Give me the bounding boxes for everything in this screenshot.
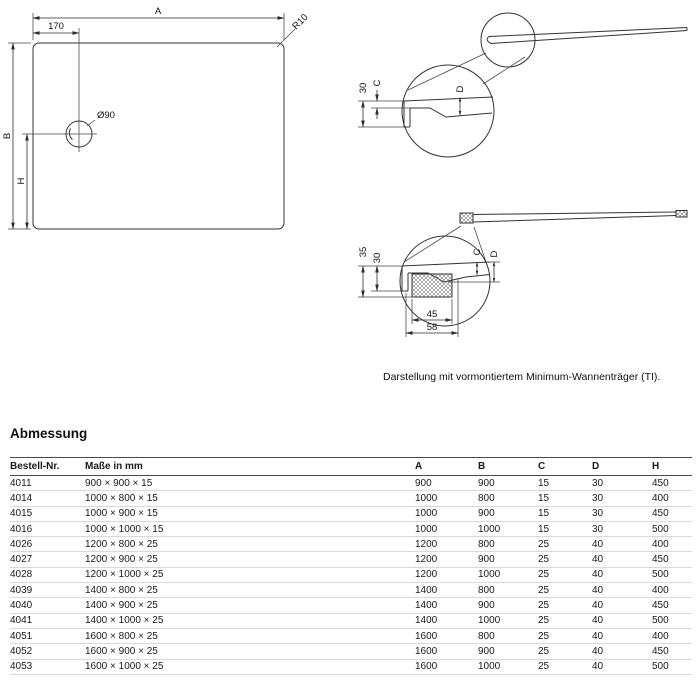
- table-cell: 4039: [10, 583, 85, 598]
- table-cell: 25: [538, 583, 592, 598]
- table-cell: 900: [478, 598, 538, 613]
- table-cell: 25: [538, 644, 592, 659]
- dim-label-depth-b: B: [2, 132, 13, 140]
- table-cell: 40: [592, 552, 652, 567]
- table-cell: 1400 × 1000 × 25: [85, 613, 415, 628]
- table-row-4011: [10, 476, 692, 491]
- table-cell: 1600 × 900 × 25: [85, 644, 415, 659]
- table-cell: 4026: [10, 537, 85, 552]
- table-row-4015: [10, 506, 692, 521]
- table-cell: 4051: [10, 628, 85, 643]
- table-cell: 25: [538, 537, 592, 552]
- table-cell: 500: [652, 521, 692, 536]
- table-cell: 900: [478, 644, 538, 659]
- table-row-4028: [10, 567, 692, 582]
- dim-label-total-height-35: 35: [358, 246, 369, 258]
- table-cell: 1400: [415, 613, 478, 628]
- table-cell: 1000: [478, 659, 538, 674]
- table-row-4026: [10, 537, 692, 552]
- plan-extension-lines: [8, 13, 295, 229]
- table-cell: 1200 × 900 × 25: [85, 552, 415, 567]
- table-cell: 450: [652, 506, 692, 521]
- table-cell: 900 × 900 × 15: [85, 476, 415, 491]
- dim-label-thickness-c: C: [372, 79, 383, 87]
- dim-label-thickness-c: C: [472, 248, 483, 256]
- table-cell: 15: [538, 476, 592, 491]
- table-cell: 400: [652, 537, 692, 552]
- dim-label-depth-d: D: [455, 85, 466, 93]
- table-cell: 1000: [478, 613, 538, 628]
- table-cell: 1200 × 1000 × 25: [85, 567, 415, 582]
- detail-source-circle: [481, 13, 535, 67]
- table-row-4053: [10, 659, 692, 674]
- table-cell: 25: [538, 659, 592, 674]
- table-cell: 4015: [10, 506, 85, 521]
- table-cell: 25: [538, 628, 592, 643]
- table-cell: 400: [652, 491, 692, 506]
- dim-label-edge-height-30: 30: [358, 82, 369, 94]
- table-cell: 4028: [10, 567, 85, 582]
- table-cell: 1400 × 800 × 25: [85, 583, 415, 598]
- table-cell: 4040: [10, 598, 85, 613]
- dim-label-support-width-45: 45: [426, 309, 438, 320]
- table-row-4052: [10, 644, 692, 659]
- support-block-hatched: [412, 274, 452, 297]
- table-cell: 4041: [10, 613, 85, 628]
- dim-label-support-total-58: 58: [426, 322, 438, 333]
- table-cell: 800: [478, 537, 538, 552]
- drawing-caption: Darstellung mit vormontiertem Minimum-Wannenträger (TI).: [383, 371, 661, 383]
- table-header-row: [10, 458, 692, 476]
- tray-profile: [487, 28, 687, 44]
- table-cell: 4053: [10, 659, 85, 674]
- dim-label-drain-diameter: Ø90: [97, 110, 115, 121]
- table-cell: 30: [592, 521, 652, 536]
- table-row-4051: [10, 628, 692, 643]
- table-cell: 40: [592, 583, 652, 598]
- table-cell: 25: [538, 598, 592, 613]
- table-cell: 1000 × 900 × 15: [85, 506, 415, 521]
- table-cell: 1200 × 800 × 25: [85, 537, 415, 552]
- column-header-h: H: [652, 458, 692, 476]
- table-row-4040: [10, 598, 692, 613]
- table-cell: 1600: [415, 659, 478, 674]
- dim-label-depth-d: D: [489, 250, 500, 258]
- dimensions-table: [10, 457, 692, 675]
- table-cell: 500: [652, 659, 692, 674]
- table-cell: 1000: [415, 521, 478, 536]
- table-cell: 450: [652, 476, 692, 491]
- edge-profile-detail: [404, 97, 493, 127]
- table-cell: 450: [652, 644, 692, 659]
- table-cell: 40: [592, 613, 652, 628]
- table-cell: 500: [652, 613, 692, 628]
- table-cell: 1000: [478, 521, 538, 536]
- table-cell: 1000 × 800 × 15: [85, 491, 415, 506]
- section-title: Abmessung: [10, 426, 88, 441]
- column-header-bestell-nr: Bestell-Nr.: [10, 458, 85, 476]
- table-cell: 450: [652, 598, 692, 613]
- table-cell: 800: [478, 628, 538, 643]
- table-row-4016: [10, 521, 692, 536]
- table-row-4041: [10, 613, 692, 628]
- table-row-4014: [10, 491, 692, 506]
- table-cell: 30: [592, 476, 652, 491]
- table-cell: 4027: [10, 552, 85, 567]
- table-cell: 900: [478, 506, 538, 521]
- table-cell: 25: [538, 613, 592, 628]
- detail-circle: [402, 65, 494, 157]
- column-header-ma-e-in-mm: Maße in mm: [85, 458, 415, 476]
- table-cell: 25: [538, 567, 592, 582]
- table-cell: 1400: [415, 598, 478, 613]
- table-row-4027: [10, 552, 692, 567]
- table-cell: 30: [592, 506, 652, 521]
- table-cell: 800: [478, 491, 538, 506]
- table-cell: 4014: [10, 491, 85, 506]
- plan-dimension-lines: [13, 18, 284, 229]
- table-cell: 15: [538, 506, 592, 521]
- plan-view: [2, 6, 310, 229]
- table-cell: 40: [592, 567, 652, 582]
- table-body: [10, 476, 692, 675]
- section-detail-bottom: [358, 211, 687, 338]
- table-cell: 40: [592, 628, 652, 643]
- dim-label-width-a: A: [154, 6, 162, 17]
- column-header-c: C: [538, 458, 592, 476]
- table-cell: 500: [652, 567, 692, 582]
- table-cell: 800: [478, 583, 538, 598]
- table-row-4039: [10, 583, 692, 598]
- table-cell: 1000: [415, 506, 478, 521]
- column-header-d: D: [592, 458, 652, 476]
- table-cell: 1000: [415, 491, 478, 506]
- table-cell: 15: [538, 491, 592, 506]
- table-cell: 1600 × 800 × 25: [85, 628, 415, 643]
- table-cell: 30: [592, 491, 652, 506]
- column-header-a: A: [415, 458, 478, 476]
- table-cell: 1000 × 1000 × 15: [85, 521, 415, 536]
- table-cell: 4016: [10, 521, 85, 536]
- table-cell: 4052: [10, 644, 85, 659]
- table-cell: 900: [415, 476, 478, 491]
- table-cell: 1200: [415, 567, 478, 582]
- table-cell: 450: [652, 552, 692, 567]
- dim-label-height-h: H: [16, 177, 27, 185]
- table-cell: 15: [538, 521, 592, 536]
- table-cell: 1600: [415, 644, 478, 659]
- table-cell: 40: [592, 644, 652, 659]
- column-header-b: B: [478, 458, 538, 476]
- table-cell: 900: [478, 552, 538, 567]
- dim-label-corner-radius: R10: [290, 12, 311, 33]
- dim-label-edge-height-30: 30: [372, 252, 383, 264]
- table-cell: 25: [538, 552, 592, 567]
- tray-outline: [33, 43, 284, 229]
- magnifier-cone-lines: [408, 53, 525, 93]
- magnifier-cone-lines: [404, 226, 488, 268]
- table-cell: 1400: [415, 583, 478, 598]
- table-cell: 400: [652, 583, 692, 598]
- table-cell: 4011: [10, 476, 85, 491]
- table-cell: 900: [478, 476, 538, 491]
- table-cell: 1200: [415, 552, 478, 567]
- table-cell: 1400 × 900 × 25: [85, 598, 415, 613]
- table-cell: 1000: [478, 567, 538, 582]
- tray-profile-with-support: [460, 211, 687, 224]
- table-cell: 400: [652, 628, 692, 643]
- table-cell: 1200: [415, 537, 478, 552]
- section-detail-top: [358, 13, 687, 157]
- table-cell: 40: [592, 537, 652, 552]
- table-cell: 40: [592, 659, 652, 674]
- table-cell: 1600 × 1000 × 25: [85, 659, 415, 674]
- table-cell: 1600: [415, 628, 478, 643]
- dim-label-drain-offset: 170: [48, 21, 64, 32]
- table-cell: 40: [592, 598, 652, 613]
